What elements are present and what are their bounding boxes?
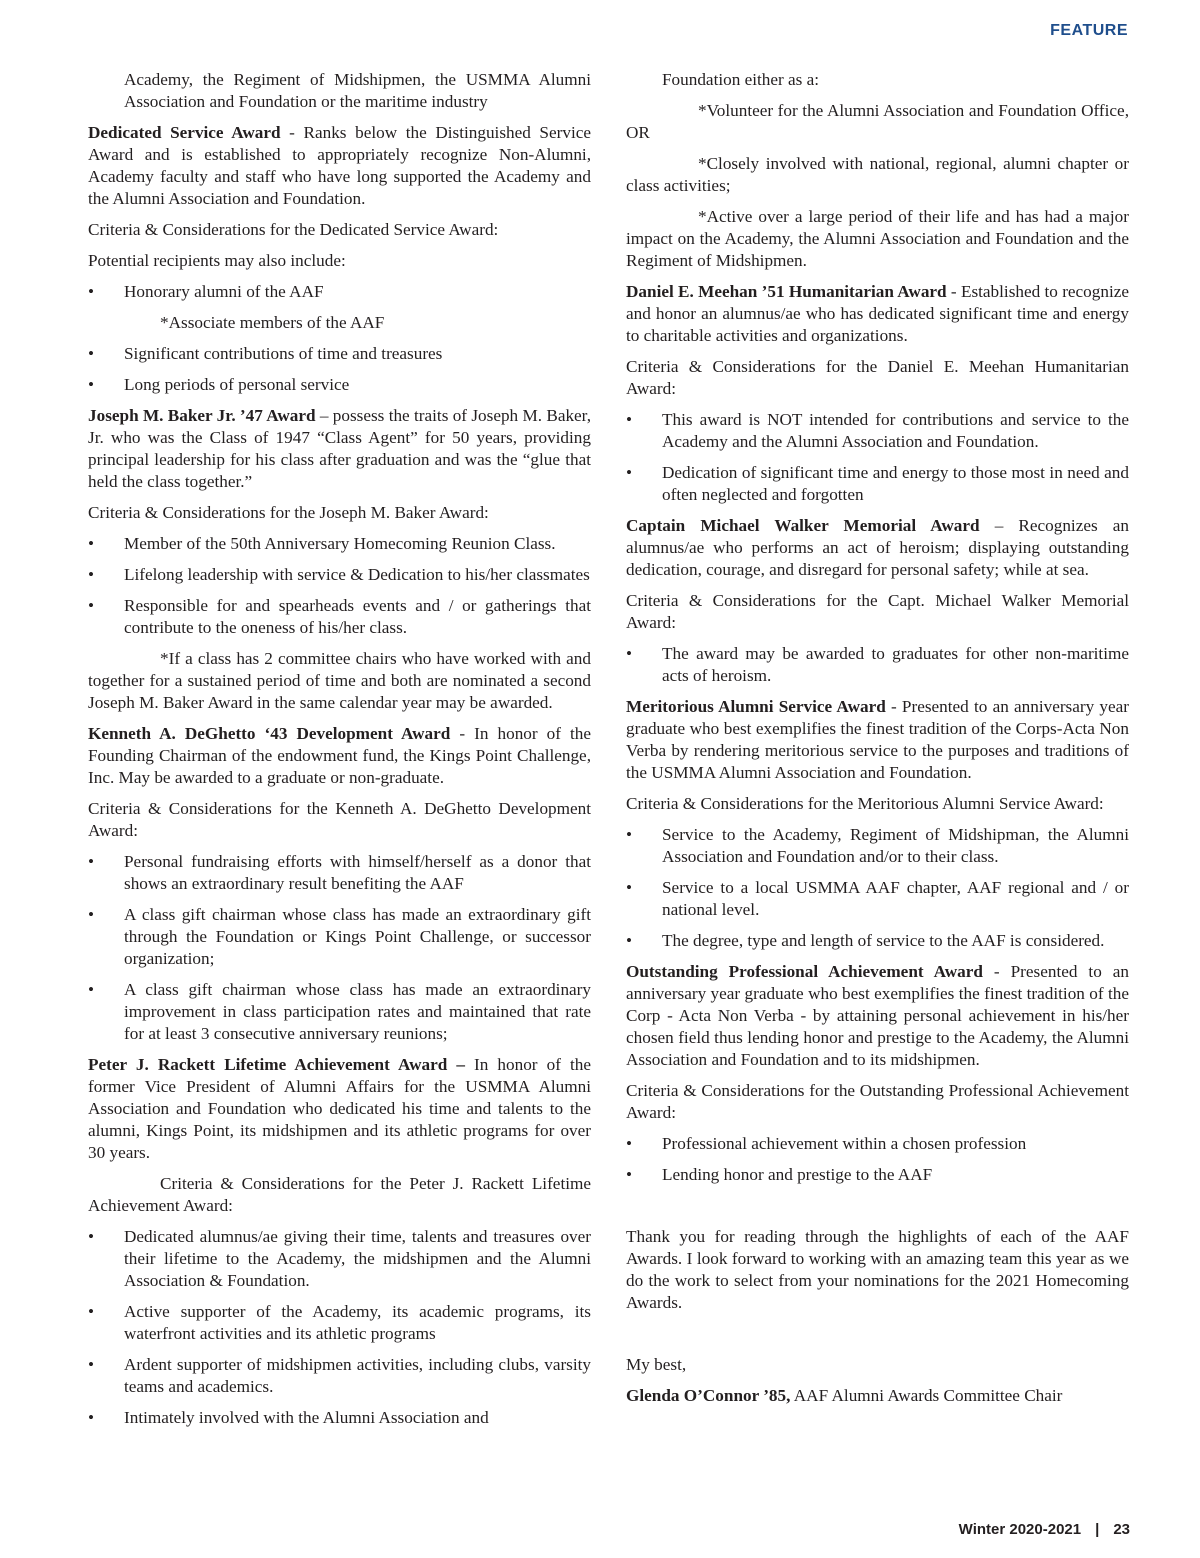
list-item <box>88 595 591 639</box>
rackett-award-paragraph <box>88 1054 591 1164</box>
list-item <box>88 851 591 895</box>
bullet-icon: • <box>626 825 633 844</box>
walker-award-description: – Recognizes an alumnus/ae who performs an act of heroism; displaying outstanding dedication, courage, and disregard for personal safety; while at sea. <box>626 516 1129 579</box>
signoff: My best, <box>626 1355 687 1374</box>
signature-name: Glenda O’Connor ’85, <box>626 1386 791 1405</box>
closely-involved-item: *Closely involved with national, regional, alumni chapter or class activities; <box>626 154 1129 195</box>
signature <box>626 1385 1129 1407</box>
bullet-icon: • <box>88 282 95 301</box>
dedicated-service-award-title: Dedicated Service Award <box>88 123 281 142</box>
rackett-criteria-heading: Criteria & Considerations for the Peter J. Rackett Lifetime Achievement Award: <box>88 1174 591 1215</box>
list-item <box>626 1164 1129 1186</box>
professional-criteria-heading: Criteria & Considerations for the Outstanding Professional Achievement Award: <box>626 1081 1129 1122</box>
list-item-text: Long periods of personal service <box>124 375 350 394</box>
bullet-icon: • <box>626 410 633 429</box>
list-item <box>88 904 591 970</box>
signature-title: AAF Alumni Awards Committee Chair <box>790 1386 1063 1405</box>
list-item-text: Ardent supporter of midshipmen activities, including clubs, varsity teams and academics. <box>124 1355 591 1396</box>
list-item-text: The award may be awarded to graduates for other non-maritime acts of heroism. <box>662 644 1129 685</box>
right-column <box>626 69 1129 1416</box>
list-item-text: Intimately involved with the Alumni Association and <box>124 1408 489 1427</box>
bullet-icon: • <box>626 463 633 482</box>
rackett-award-description: In honor of the former Vice President of Alumni Affairs for the USMMA Alumni Association and Foundation who dedicated his time and talents to the alumni, Kings Point, its midshipmen and its athletic programs for over 30 years. <box>88 1055 591 1162</box>
bullet-icon: • <box>626 1165 633 1184</box>
meehan-bullet-list <box>626 409 1129 506</box>
bullet-icon: • <box>88 1408 95 1427</box>
list-item <box>88 343 591 365</box>
list-item-text: Dedicated alumnus/ae giving their time, talents and treasures over their lifetime to the Academy, the midshipmen and the Alumni Association & Foundation. <box>124 1227 591 1290</box>
deghetto-award-paragraph <box>88 723 591 789</box>
list-item-text: Service to a local USMMA AAF chapter, AAF regional and / or national level. <box>662 878 1129 919</box>
list-item-text: Significant contributions of time and treasures <box>124 344 443 363</box>
baker-note: *If a class has 2 committee chairs who have worked with and together for a sustained period of time and both are nominated a second Joseph M. Baker Award in the same calendar year may be awarded. <box>88 649 591 712</box>
meritorious-bullet-list <box>626 824 1129 952</box>
list-item-text: Personal fundraising efforts with himself/herself as a donor that shows an extraordinary result benefiting the AAF <box>124 852 591 893</box>
list-item-text: Lending honor and prestige to the AAF <box>662 1165 933 1184</box>
bullet-icon: • <box>626 878 633 897</box>
list-item-text: The degree, type and length of service to the AAF is considered. <box>662 931 1105 950</box>
volunteer-item: *Volunteer for the Alumni Association and Foundation Office, OR <box>626 101 1129 142</box>
baker-award-title: Joseph M. Baker Jr. ’47 Award <box>88 406 316 425</box>
deghetto-award-description: - In honor of the Founding Chairman of the endowment fund, the Kings Point Challenge, Inc. May be awarded to a graduate or non-graduate. <box>88 724 591 787</box>
list-item <box>626 1133 1129 1155</box>
footer-separator: | <box>1095 1521 1100 1538</box>
list-item-text: Dedication of significant time and energy to those most in need and often neglected and forgotten <box>662 463 1129 504</box>
list-item <box>626 930 1129 952</box>
baker-award-description: – possess the traits of Joseph M. Baker, Jr. who was the Class of 1947 “Class Agent” for 50 years, providing principal leadership for his class after graduation and was the “glue that held the class together.” <box>88 406 591 491</box>
dedicated-potential-heading: Potential recipients may also include: <box>88 251 346 270</box>
list-item-text: Honorary alumni of the AAF <box>124 282 324 301</box>
section-label: FEATURE <box>1050 22 1128 39</box>
spacer <box>626 1195 1129 1226</box>
meritorious-criteria-heading: Criteria & Considerations for the Meritorious Alumni Service Award: <box>626 794 1104 813</box>
bullet-icon: • <box>626 931 633 950</box>
professional-award-title: Outstanding Professional Achievement Award <box>626 962 983 981</box>
bullet-icon: • <box>88 596 95 615</box>
issue-label: Winter 2020-2021 <box>958 1521 1082 1538</box>
deghetto-criteria-heading: Criteria & Considerations for the Kenneth A. DeGhetto Development Award: <box>88 799 591 840</box>
list-item <box>88 1301 591 1345</box>
list-item <box>626 877 1129 921</box>
list-item-text: Lifelong leadership with service & Dedication to his/her classmates <box>124 565 590 584</box>
list-item <box>88 1354 591 1398</box>
spacer <box>626 1323 1129 1354</box>
professional-award-paragraph <box>626 961 1129 1071</box>
baker-criteria-heading: Criteria & Considerations for the Joseph M. Baker Award: <box>88 503 489 522</box>
meritorious-award-description: - Presented to an anniversary year graduate who best exemplifies the finest tradition of the Corps-Acta Non Verba by rendering meritorious service to the purposes and traditions of the USMMA Alumni Association and Foundation. <box>626 697 1129 782</box>
dedicated-sub-item: *Associate members of the AAF <box>160 313 385 332</box>
deghetto-award-title: Kenneth A. DeGhetto ‘43 Development Award <box>88 724 451 743</box>
rackett-bullet-list <box>88 1226 591 1429</box>
list-item <box>88 533 591 555</box>
bullet-icon: • <box>88 852 95 871</box>
bullet-icon: • <box>88 1355 95 1374</box>
closing-paragraph: Thank you for reading through the highlights of each of the AAF Awards. I look forward to working with an amazing team this year as we do the work to select from your nominations for the 2021 Homecoming Awards. <box>626 1227 1129 1312</box>
list-item-text: This award is NOT intended for contributions and service to the Academy and the Alumni Association and Foundation. <box>662 410 1129 451</box>
list-item <box>88 979 591 1045</box>
foundation-continuation: Foundation either as a: <box>662 70 820 89</box>
bullet-icon: • <box>88 1302 95 1321</box>
list-item <box>88 1226 591 1292</box>
walker-criteria-heading: Criteria & Considerations for the Capt. Michael Walker Memorial Award: <box>626 591 1129 632</box>
bullet-icon: • <box>626 1134 633 1153</box>
page-number: 23 <box>1113 1521 1130 1538</box>
deghetto-bullet-list <box>88 851 591 1045</box>
list-item-text: A class gift chairman whose class has made an extraordinary gift through the Foundation or Kings Point Challenge, or successor organization; <box>124 905 591 968</box>
list-item <box>626 409 1129 453</box>
intro-continuation: Academy, the Regiment of Midshipmen, the USMMA Alumni Association and Foundation or the maritime industry <box>124 70 591 111</box>
list-item-text: Member of the 50th Anniversary Homecoming Reunion Class. <box>124 534 556 553</box>
list-item-text: Service to the Academy, Regiment of Midshipman, the Alumni Association and Foundation and/or to their class. <box>662 825 1129 866</box>
bullet-icon: • <box>88 375 95 394</box>
walker-award-title: Captain Michael Walker Memorial Award <box>626 516 980 535</box>
dedicated-criteria-heading: Criteria & Considerations for the Dedicated Service Award: <box>88 220 499 239</box>
bullet-icon: • <box>626 644 633 663</box>
meehan-criteria-heading: Criteria & Considerations for the Daniel E. Meehan Humanitarian Award: <box>626 357 1129 398</box>
list-item <box>626 643 1129 687</box>
meehan-award-paragraph <box>626 281 1129 347</box>
meehan-award-title: Daniel E. Meehan ’51 Humanitarian Award <box>626 282 947 301</box>
meritorious-award-paragraph <box>626 696 1129 784</box>
list-item <box>626 462 1129 506</box>
dedicated-service-award-description: - Ranks below the Distinguished Service Award and is established to appropriately recognize Non-Alumni, Academy faculty and staff who have long supported the Academy and the Alumni Association and Foundation. <box>88 123 591 208</box>
dedicated-bullet-list-2 <box>88 343 591 396</box>
meehan-award-description: - Established to recognize and honor an alumnus/ae who has dedicated significant time and energy to charitable activities and organizations. <box>626 282 1129 345</box>
list-item <box>626 824 1129 868</box>
walker-bullet-list <box>626 643 1129 687</box>
professional-bullet-list <box>626 1133 1129 1186</box>
dedicated-bullet-list <box>88 281 591 303</box>
page-footer <box>959 1521 1130 1538</box>
baker-award-paragraph <box>88 405 591 493</box>
list-item-text: Responsible for and spearheads events and / or gatherings that contribute to the oneness of his/her class. <box>124 596 591 637</box>
bullet-icon: • <box>88 1227 95 1246</box>
dedicated-service-award-paragraph <box>88 122 591 210</box>
bullet-icon: • <box>88 905 95 924</box>
list-item <box>88 1407 591 1429</box>
bullet-icon: • <box>88 980 95 999</box>
list-item-text: A class gift chairman whose class has made an extraordinary improvement in class participation rates and maintained that rate for at least 3 consecutive anniversary reunions; <box>124 980 591 1043</box>
rackett-award-title: Peter J. Rackett Lifetime Achievement Award – <box>88 1055 465 1074</box>
active-item: *Active over a large period of their life and has had a major impact on the Academy, the Alumni Association and Foundation and the Regiment of Midshipmen. <box>626 207 1129 270</box>
bullet-icon: • <box>88 534 95 553</box>
bullet-icon: • <box>88 565 95 584</box>
professional-award-description: - Presented to an anniversary year graduate who best exemplifies the finest tradition of the Corp - Acta Non Verba - by attaining personal achievement in his/her chosen field thus lending honor and prestige to the Academy, the Alumni Association and Foundation and to its midshipmen. <box>626 962 1129 1069</box>
walker-award-paragraph <box>626 515 1129 581</box>
list-item-text: Active supporter of the Academy, its academic programs, its waterfront activities and its athletic programs <box>124 1302 591 1343</box>
meritorious-award-title: Meritorious Alumni Service Award <box>626 697 886 716</box>
baker-bullet-list <box>88 533 591 639</box>
list-item <box>88 281 591 303</box>
list-item-text: Professional achievement within a chosen profession <box>662 1134 1027 1153</box>
bullet-icon: • <box>88 344 95 363</box>
list-item <box>88 374 591 396</box>
left-column <box>88 69 591 1438</box>
list-item <box>88 564 591 586</box>
